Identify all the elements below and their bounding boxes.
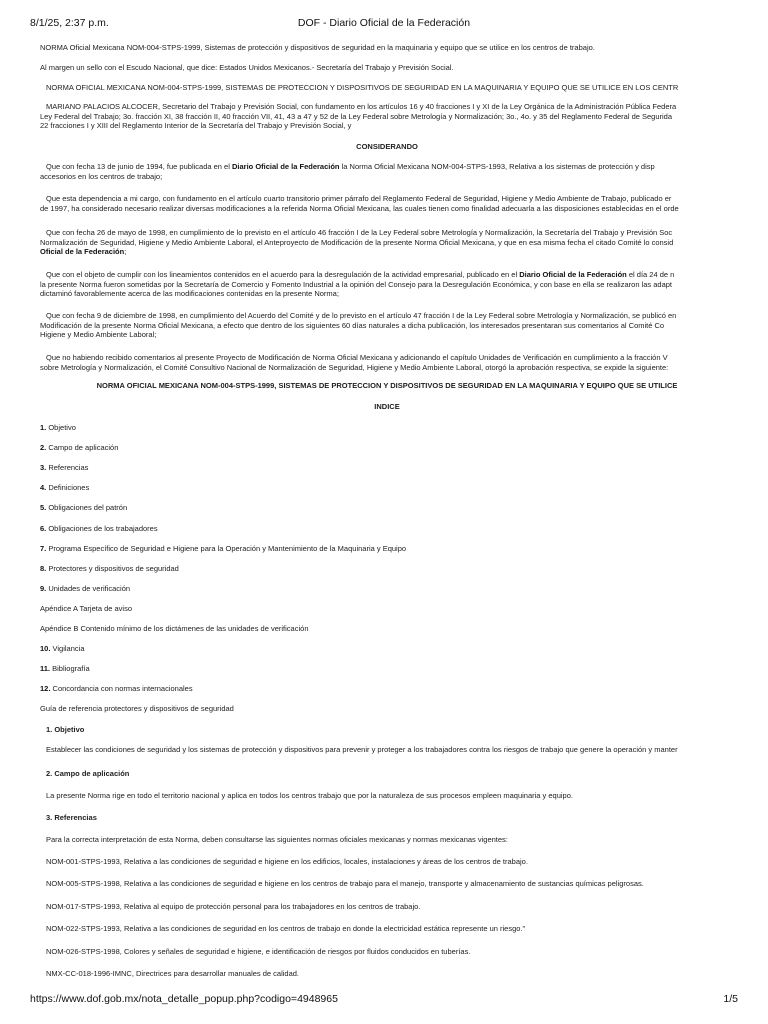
intro-signer-line: MARIANO PALACIOS ALCOCER, Secretario del Trabajo y Previsión Social, con fundamento en los artículos 16 y 40 fracciones I y XI de la Ley Orgánica de la Administración Pública Federa bbox=[46, 102, 677, 111]
indice-item bbox=[40, 604, 132, 614]
indice-label: Vigilancia bbox=[50, 644, 85, 654]
page-title: DOF - Diario Oficial de la Federación bbox=[297, 17, 471, 29]
print-footer bbox=[0, 993, 768, 1009]
section-1-text: Establecer las condiciones de seguridad y los sistemas de protección y dispositivos para prevenir y proteger a los trabajadores contra los riesgos de trabajo que genere la operación y manter bbox=[46, 745, 678, 754]
indice-number: 12. bbox=[40, 684, 51, 694]
intro-signer-line: 22 fracciones I y XIII del Reglamento Interior de la Secretaría del Trabajo y Previsión Social, y bbox=[40, 121, 352, 130]
intro-heading: NORMA OFICIAL MEXICANA NOM-004-STPS-1999, SISTEMAS DE PROTECCION Y DISPOSITIVOS DE SEGURIDAD EN LA MAQUINARIA Y EQUIPO QUE SE UTILICE EN LOS CENTR bbox=[46, 83, 679, 92]
section-2-heading: 2. Campo de aplicación bbox=[46, 769, 130, 778]
reference-item: NOM-017-STPS-1993, Relativa al equipo de protección personal para los trabajadores en los centros de trabajo. bbox=[46, 901, 421, 911]
reference-item: NOM-001-STPS-1993, Relativa a las condiciones de seguridad e higiene en los edificios, locales, instalaciones y áreas de los centros de trabajo. bbox=[46, 857, 528, 866]
considerando-3-cont: Normalización de Seguridad, Higiene y Medio Ambiente Laboral, el Anteproyecto de Modificación de la presente Norma Oficial Mexicana, y que en esa misma fecha el citado Comité lo consid bbox=[40, 237, 674, 247]
considerando-3-end: Oficial de la Federación; bbox=[40, 247, 127, 256]
page-url: https://www.dof.gob.mx/nota_detalle_popup.php?codigo=4948965 bbox=[30, 993, 338, 1005]
document-body bbox=[40, 38, 734, 978]
indice-item bbox=[40, 544, 406, 554]
considerando-5-cont: Modificación de la presente Norma Oficial Mexicana, a efecto que dentro de los siguientes 60 días naturales a dicha publicación, los interesados presentaran sus comentarios al Comité Co bbox=[40, 320, 665, 330]
indice-label: Apéndice A Tarjeta de aviso bbox=[40, 603, 133, 613]
considerando-1: Que con fecha 13 de junio de 1994, fue publicada en el Diario Oficial de la Federación la Norma Oficial Mexicana NOM-004-STPS-1993, Relativa a los sistemas de protección y disp bbox=[46, 162, 655, 171]
indice-number: 9. bbox=[40, 583, 47, 593]
indice-label: Guía de referencia protectores y dispositivos de seguridad bbox=[40, 704, 234, 714]
indice-label: Protectores y dispositivos de seguridad bbox=[46, 563, 179, 573]
indice-label: Obligaciones de los trabajadores bbox=[46, 523, 158, 533]
section-3-intro: Para la correcta interpretación de esta Norma, deben consultarse las siguientes normas oficiales mexicanas y normas mexicanas vigentes: bbox=[46, 835, 508, 844]
considerando-6: Que no habiendo recibido comentarios al presente Proyecto de Modificación de Norma Oficial Mexicana y adicionando el capítulo Unidades de Verificación en cumplimiento a la fracción V bbox=[46, 353, 668, 362]
section-1-heading: 1. Objetivo bbox=[46, 725, 85, 734]
section-3-heading: 3. Referencias bbox=[46, 813, 97, 822]
page-number: 1/5 bbox=[723, 993, 738, 1005]
indice-label: Campo de aplicación bbox=[46, 443, 119, 453]
indice-item bbox=[40, 684, 193, 694]
indice-number: 4. bbox=[40, 483, 47, 493]
norma-heading: NORMA OFICIAL MEXICANA NOM-004-STPS-1999, SISTEMAS DE PROTECCION Y DISPOSITIVOS DE SEGURIDAD EN LA MAQUINARIA Y EQUIPO QUE SE UTILICE bbox=[96, 381, 678, 390]
considerando-4-cont: la presente Norma fueron sometidas por la Secretaría de Comercio y Fomento Industrial a la opinión del Consejo para la Desregulación Económica, y con base en ella se realizaron las adapt bbox=[40, 279, 673, 289]
reference-item: NOM-026-STPS-1998, Colores y señales de seguridad e higiene, e identificación de riesgos por fluidos conducidos en tuberías. bbox=[46, 946, 471, 956]
considerando-heading: CONSIDERANDO bbox=[356, 142, 418, 151]
indice-label: Apéndice B Contenido mínimo de los dictámenes de las unidades de verificación bbox=[40, 624, 309, 633]
considerando-2: Que esta dependencia a mi cargo, con fundamento en el artículo cuarto transitorio primer párrafo del Reglamento Federal de Seguridad, Higiene y Medio Ambiente de Trabajo, publicado er bbox=[46, 194, 672, 203]
considerando-2-cont: de 1997, ha considerado necesario realizar diversas modificaciones a la referida Norma Oficial Mexicana, las cuales tienen como finalidad adecuarla a las disposiciones establecidas en el orde bbox=[40, 203, 679, 213]
reference-item: NOM-005-STPS-1998, Relativa a las condiciones de seguridad e higiene en los centros de trabajo para el manejo, transporte y almacenamiento de sustancias químicas peligrosas. bbox=[46, 879, 644, 889]
considerando-4: Que con el objeto de cumplir con los lineamientos contenidos en el acuerdo para la desregulación de la actividad empresarial, publicado en el Diario Oficial de la Federación el día 24 de n bbox=[46, 270, 675, 279]
indice-item bbox=[40, 664, 90, 674]
indice-number: 11. bbox=[40, 664, 51, 674]
indice-number: 3. bbox=[40, 463, 47, 473]
indice-item bbox=[40, 463, 88, 473]
indice-label: Unidades de verificación bbox=[46, 583, 131, 593]
section-2-text: La presente Norma rige en todo el territorio nacional y aplica en todos los centros trabajo que por la naturaleza de sus procesos empleen maquinaria y equipo. bbox=[46, 791, 573, 800]
print-header bbox=[0, 17, 768, 33]
indice-label: Programa Específico de Seguridad e Higiene para la Operación y Mantenimiento de la Maquinaria y Equipo bbox=[46, 543, 407, 553]
considerando-4-cont: dictaminó favorablemente acerca de las modificaciones contenidas en la presente Norma; bbox=[40, 289, 339, 298]
reference-item: NMX-CC-018-1996-IMNC, Directrices para desarrollar manuales de calidad. bbox=[46, 969, 300, 978]
indice-item bbox=[40, 483, 89, 493]
indice-item bbox=[40, 564, 179, 574]
indice-heading: INDICE bbox=[374, 402, 400, 411]
considerando-3: Que con fecha 26 de mayo de 1998, en cumplimiento de lo previsto en el artículo 46 fracción I de la Ley Federal sobre Metrología y Normalización, la Secretaría del Trabajo y Previsión Soc bbox=[46, 228, 673, 237]
considerando-5: Que con fecha 9 de diciembre de 1998, en cumplimiento del Acuerdo del Comité y de lo previsto en el artículo 47 fracción I de la Ley Federal sobre Metrología y Normalización, se publicó en bbox=[46, 311, 677, 320]
indice-number: 10. bbox=[40, 644, 51, 654]
indice-label: Objetivo bbox=[46, 423, 76, 432]
intro-seal: Al margen un sello con el Escudo Nacional, que dice: Estados Unidos Mexicanos.- Secretaría del Trabajo y Previsión Social. bbox=[40, 63, 454, 72]
indice-item bbox=[40, 423, 76, 433]
indice-item bbox=[40, 584, 130, 594]
indice-number: 2. bbox=[40, 443, 47, 453]
indice-number: 7. bbox=[40, 543, 47, 553]
considerando-6-cont: sobre Metrología y Normalización, el Comité Consultivo Nacional de Normalización de Seguridad, Higiene y Medio Ambiente Laboral, otorgó la aprobación respectiva, se expide la siguiente: bbox=[40, 362, 669, 372]
indice-item bbox=[40, 704, 234, 714]
indice-number: 8. bbox=[40, 563, 47, 573]
indice-item bbox=[40, 443, 118, 453]
indice-label: Concordancia con normas internacionales bbox=[50, 684, 193, 694]
indice-item bbox=[40, 644, 85, 654]
considerando-1-cont: accesorios en los centros de trabajo; bbox=[40, 171, 163, 181]
indice-item bbox=[40, 624, 309, 634]
indice-number: 1. bbox=[40, 423, 47, 432]
intro-title: NORMA Oficial Mexicana NOM-004-STPS-1999, Sistemas de protección y dispositivos de seguridad en la maquinaria y equipo que se utilice en los centros de trabajo. bbox=[40, 43, 595, 52]
print-datetime: 8/1/25, 2:37 p.m. bbox=[30, 17, 109, 29]
indice-label: Referencias bbox=[46, 463, 89, 473]
indice-label: Obligaciones del patrón bbox=[46, 503, 128, 513]
reference-item: NOM-022-STPS-1993, Relativa a las condiciones de seguridad en los centros de trabajo en donde la electricidad estática represente un riesgo." bbox=[46, 924, 526, 934]
indice-label: Definiciones bbox=[46, 483, 90, 493]
indice-item bbox=[40, 503, 127, 513]
indice-item bbox=[40, 524, 158, 534]
indice-label: Bibliografía bbox=[50, 664, 90, 674]
indice-number: 6. bbox=[40, 523, 47, 533]
indice-number: 5. bbox=[40, 503, 47, 513]
intro-signer-line: Ley Federal del Trabajo; 3o. fracción XI, 38 fracción II, 40 fracción VII, 41, 43 a 47 y 52 de la Ley Federal sobre Metrología y Normalización; 3o., 4o. y 35 del Reglamento Federal de Segurida bbox=[40, 111, 673, 121]
considerando-5-cont: Higiene y Medio Ambiente Laboral; bbox=[40, 330, 157, 339]
